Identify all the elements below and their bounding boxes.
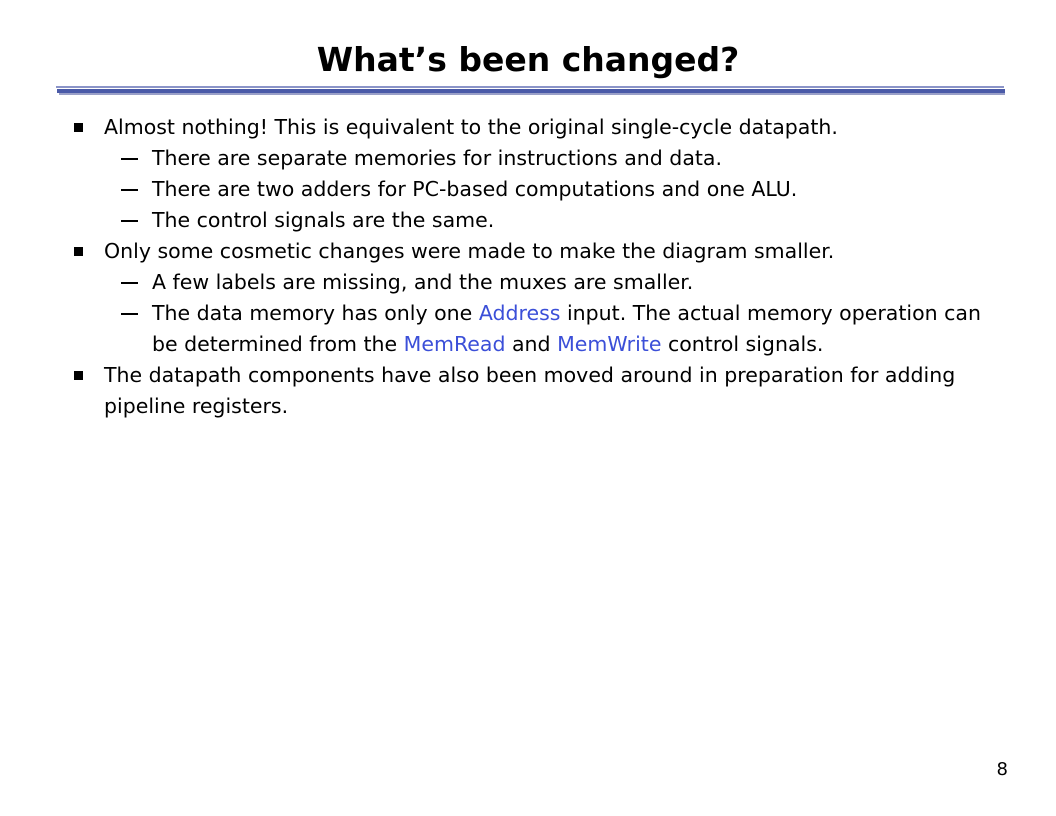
dash-bullet-icon <box>121 158 138 160</box>
sub-bullet-item <box>74 298 994 360</box>
sub-bullet-text-part: control signals. <box>661 332 824 356</box>
bullet-text: The datapath components have also been moved around in preparation for adding pipeline registers. <box>104 363 956 418</box>
square-bullet-icon <box>74 123 83 132</box>
sub-bullet-text: A few labels are missing, and the muxes are smaller. <box>152 270 694 294</box>
sub-bullet-item <box>74 174 994 205</box>
highlight-term-memwrite: MemWrite <box>557 332 662 356</box>
sub-bullet-text-part: The data memory has only one <box>152 301 479 325</box>
dash-bullet-icon <box>121 189 138 191</box>
sub-bullet-text-part: input. The actual memory operation can be determined from the <box>152 301 981 356</box>
bullet-item <box>74 112 994 143</box>
bullet-item <box>74 360 994 422</box>
dash-bullet-icon <box>121 282 138 284</box>
square-bullet-icon <box>74 247 83 256</box>
sub-bullet-text: There are separate memories for instructions and data. <box>152 146 722 170</box>
bullet-item <box>74 236 994 267</box>
dash-bullet-icon <box>121 313 138 315</box>
sub-bullet-item <box>74 143 994 174</box>
dash-bullet-icon <box>121 220 138 222</box>
sub-bullet-text: The control signals are the same. <box>152 208 495 232</box>
highlight-term-address: Address <box>478 301 561 325</box>
title-underline-top <box>56 86 1004 88</box>
bullet-text: Almost nothing! This is equivalent to the original single-cycle datapath. <box>104 115 838 139</box>
slide-title: What’s been changed? <box>316 40 740 79</box>
bullet-list <box>74 112 994 422</box>
bullet-text: Only some cosmetic changes were made to make the diagram smaller. <box>104 239 835 263</box>
highlight-term-memread: MemRead <box>403 332 506 356</box>
sub-bullet-text-part: and <box>505 332 558 356</box>
sub-bullet-text: There are two adders for PC-based computations and one ALU. <box>152 177 798 201</box>
sub-bullet-item <box>74 205 994 236</box>
sub-bullet-item <box>74 267 994 298</box>
title-underline-bottom <box>59 93 1005 95</box>
page-number: 8 <box>996 759 1008 780</box>
square-bullet-icon <box>74 371 83 380</box>
title-underline <box>56 86 1006 96</box>
